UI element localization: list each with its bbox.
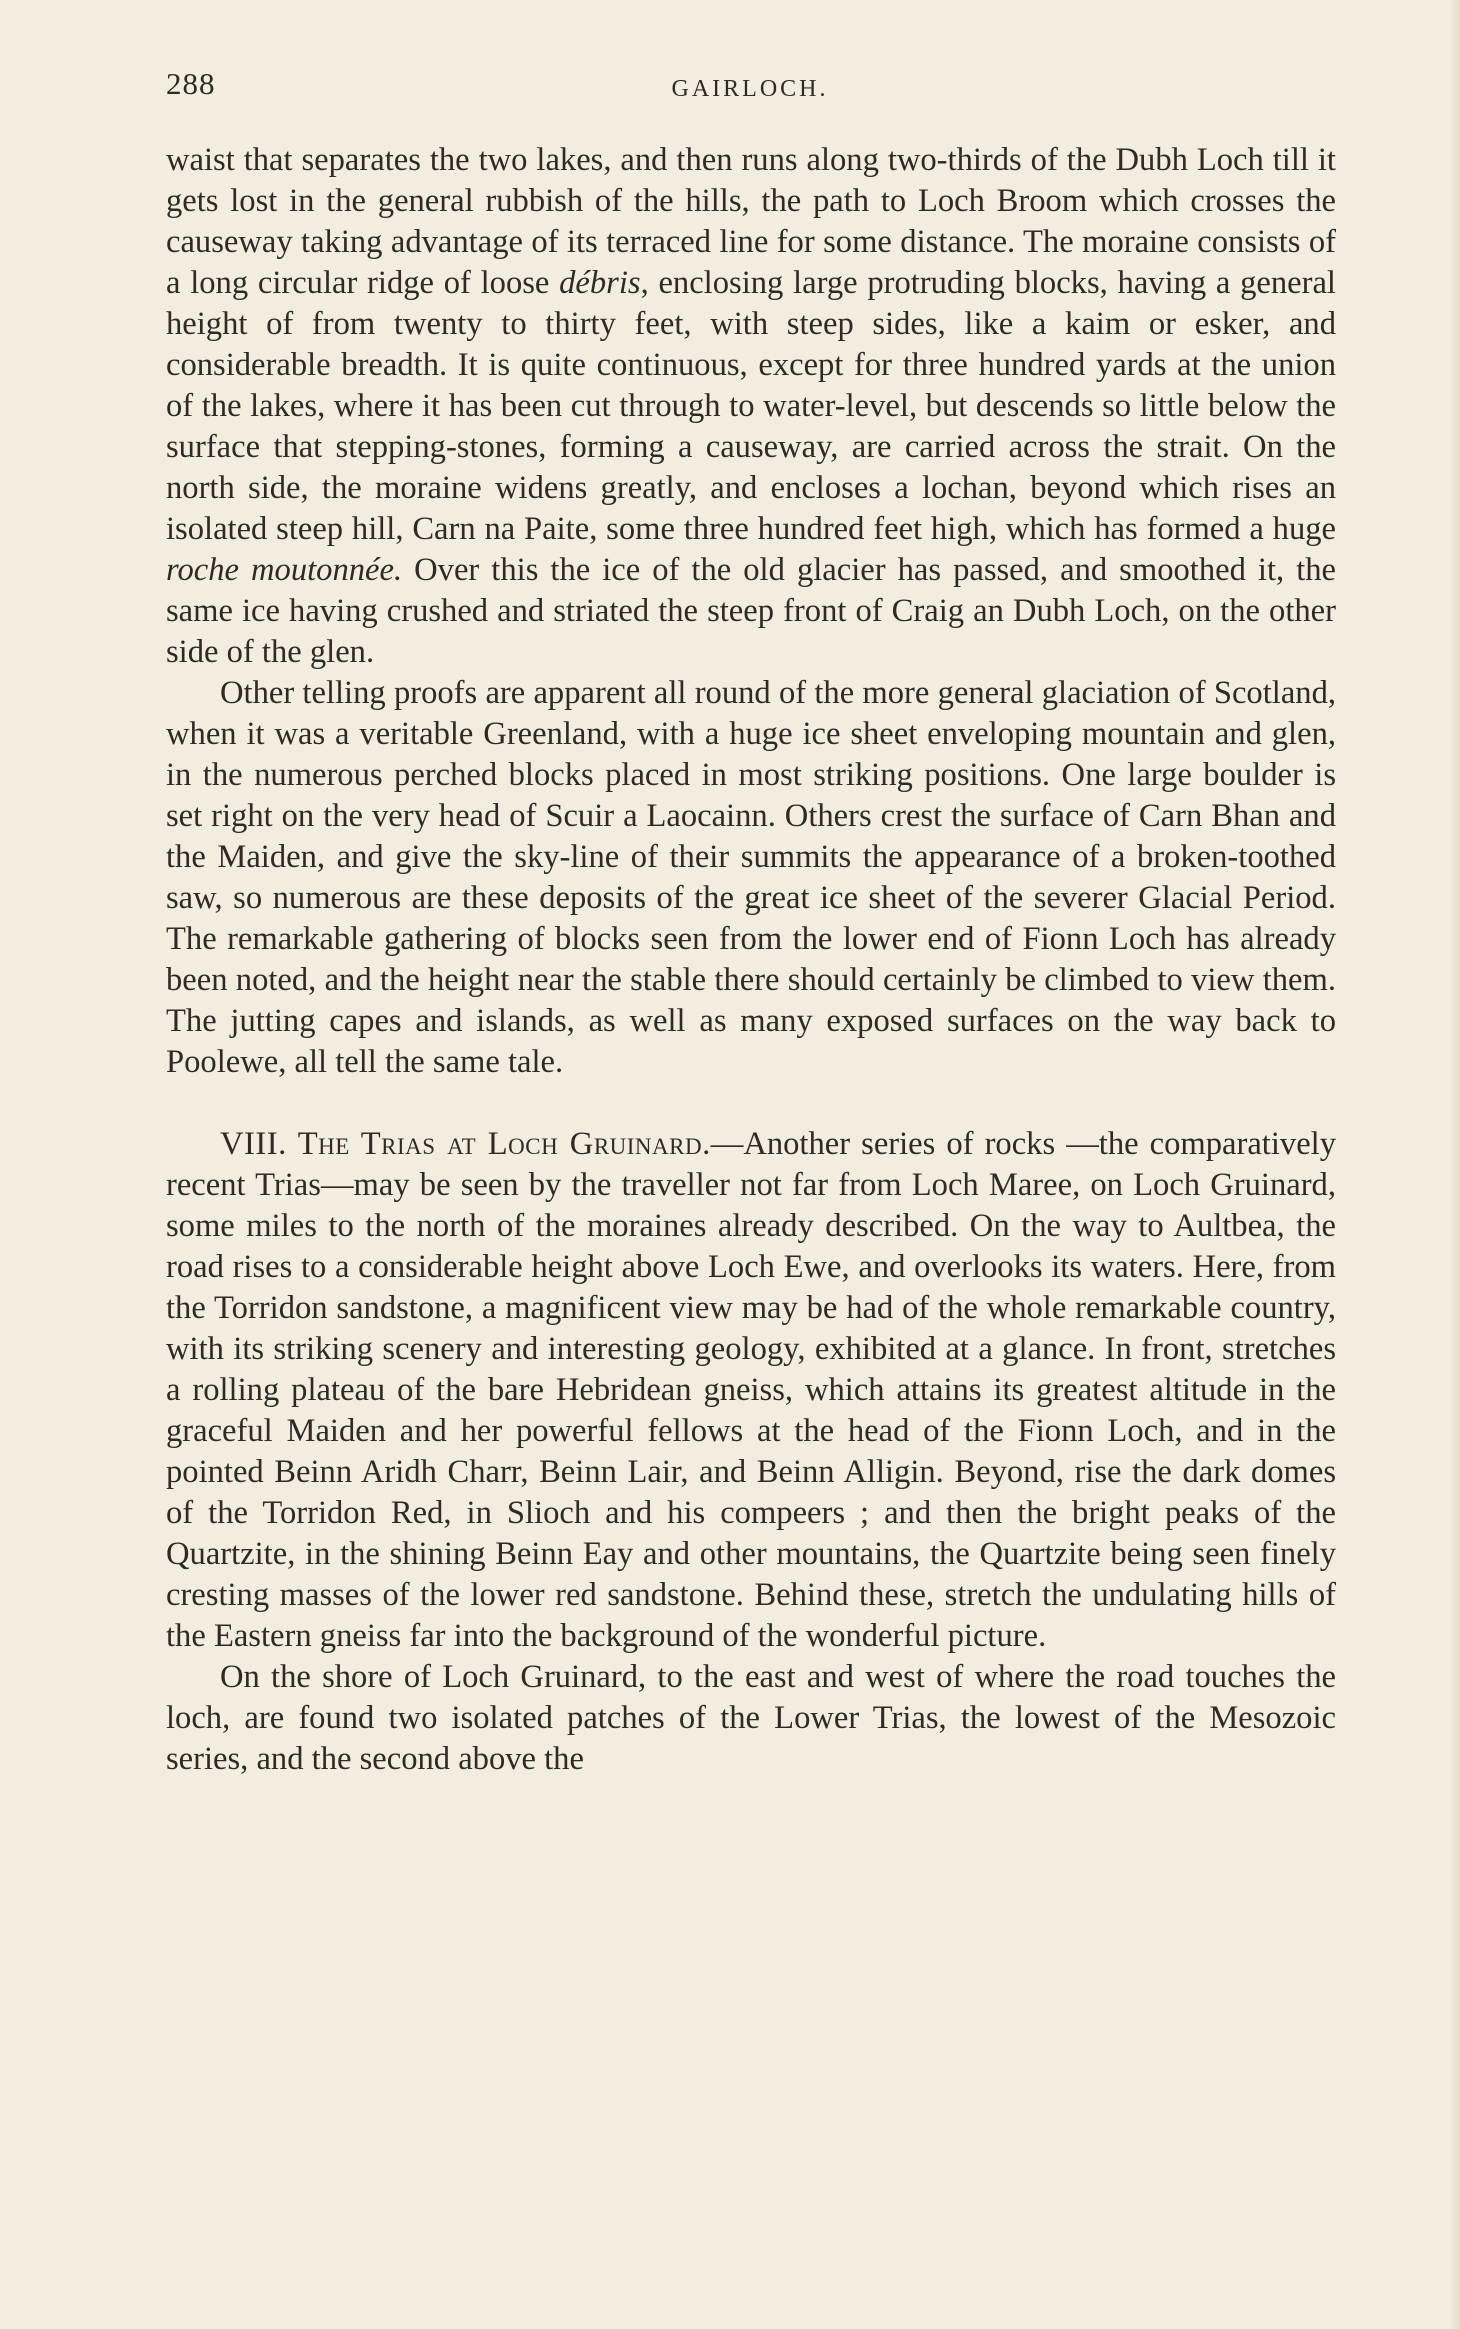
paragraph-moraine <box>166 140 1336 673</box>
italic-term: débris <box>559 265 641 301</box>
text-run: , enclosing large protruding blocks, having a general height of from twenty to thirty feet, with steep sides, like a kaim or esker, and considerable breadth. It is quite continuous, except for three hundred yards at the union of the lakes, where it has been cut through to water-level, but descends so little below the surface that stepping-stones, forming a causeway, are carried across the strait. On the north side, the moraine widens greatly, and encloses a lochan, beyond which rises an isolated steep hill, Carn na Paite, some three hundred feet high, which has formed a huge <box>166 265 1336 547</box>
page-header <box>160 0 1340 130</box>
book-page <box>160 0 1340 1777</box>
paragraph-perched-blocks: Other telling proofs are apparent all round of the more general glaciation of Scotland, when it was a veritable Greenland, with a huge ice sheet enveloping mountain and glen, in the numerous perched blocks placed in most striking positions. One large boulder is set right on the very head of Scuir a Laocainn. Others crest the surface of Carn Bhan and the Maiden, and give the sky-line of their summits the appearance of a broken-toothed saw, so numerous are these deposits of the great ice sheet of the severer Glacial Period. The remarkable gathering of blocks seen from the lower end of Fionn Loch has already been noted, and the height near the stable there should certainly be climbed to view them. The jutting capes and islands, as well as many exposed surfaces on the way back to Poolewe, all tell the same tale. <box>166 675 1336 1080</box>
paragraph-loch-gruinard: On the shore of Loch Gruinard, to the east and west of where the road touches the loch, are found two isolated patches of the Lower Trias, the lowest of the Mesozoic series, and the second above the <box>166 1659 1336 1777</box>
italic-term: roche moutonnée. <box>166 552 403 588</box>
text-run: Over this the ice of the old glacier has passed, and smoothed it, the same ice having crushed and striated the steep front of Craig an Dubh Loch, on the other side of the glen. <box>166 552 1336 670</box>
text-run: waist that separates the two lakes, and then runs along two-thirds of the Dubh Loch till it gets lost in the general rubbish of the hills, the path to Loch Broom which crosses the causeway taking advantage of its terraced line for some distance. The moraine consists of a long circular ridge of loose <box>166 142 1336 301</box>
body-text <box>166 140 1336 1780</box>
page-edge <box>1450 0 1460 2329</box>
section-heading: VIII. The Trias at Loch Gruinard. <box>220 1126 711 1162</box>
running-head: GAIRLOCH. <box>671 76 829 102</box>
page-number: 288 <box>166 66 216 101</box>
paragraph-trias <box>166 1124 1336 1657</box>
text-run: —Another series of rocks —the comparatively recent Trias—may be seen by the traveller not far from Loch Maree, on Loch Gruinard, some miles to the north of the moraines already described. On the way to Aultbea, the road rises to a considerable height above Loch Ewe, and overlooks its waters. Here, from the Torridon sandstone, a magnificent view may be had of the whole remarkable country, with its striking scenery and interesting geology, exhibited at a glance. In front, stretches a rolling plateau of the bare Hebridean gneiss, which attains its greatest altitude in the graceful Maiden and her powerful fellows at the head of the Fionn Loch, and in the pointed Beinn Aridh Charr, Beinn Lair, and Beinn Alligin. Beyond, rise the dark domes of the Torridon Red, in Slioch and his compeers ; and then the bright peaks of the Quartzite, in the shining Beinn Eay and other mountains, the Quartzite being seen finely cresting masses of the lower red sandstone. Behind these, stretch the undulating hills of the Eastern gneiss far into the background of the wonderful picture. <box>166 1126 1336 1654</box>
